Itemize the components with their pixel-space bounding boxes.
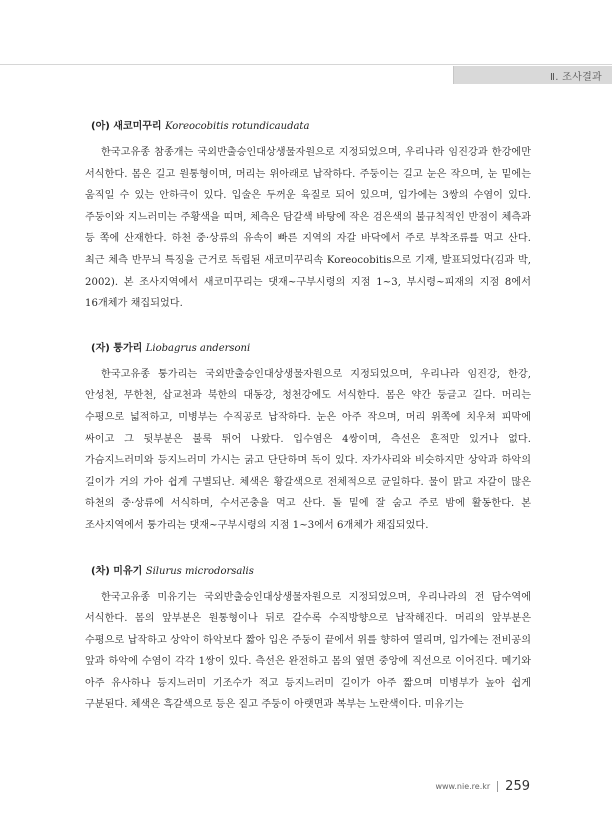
scientific-name: Koreocobitis rotundicaudata: [165, 121, 310, 132]
species-label: (자) 퉁가리: [91, 342, 143, 354]
header-rule: [0, 64, 612, 65]
scientific-name: Liobagrus andersoni: [145, 342, 251, 354]
footer-divider: [497, 781, 498, 792]
page-number: 259: [505, 779, 530, 794]
paragraph-miyugi: 한국고유종 미유기는 국외반출승인대상생물자원으로 지정되었으며, 우리나라의 전 담수역에 서식한다. 몸의 앞부분은 원통형이나 뒤로 갈수록 수직방향으로 납작해진다. 머리의 앞부분은 수평으로 납작하고 상악이 하악보다 짧아 입은 주둥이 끝에서 위를 향하여 열리며, 입가에는 전비공의 앞과 하악에 수염이 각각 1쌍이 있다. 측선은 완전하고 몸의 옆면 중앙에 직선으로 이어진다. 메기와 아주 유사하나 등지느러미 기조수가 적고 등지느러미 길이가 아주 짧으며 미병부가 높아 쉽게 구분된다. 체색은 흑갈색으로 등은 짙고 주둥이 아랫면과 복부는 노란색이다. 미유기는: [85, 591, 531, 711]
paragraph-saekomikkuri: 한국고유종 참종개는 국외반출승인대상생물자원으로 지정되었으며, 우리나라 임진강과 한강에만 서식한다. 몸은 길고 원통형이며, 머리는 위아래로 납작하다. 주둥이는 길고 눈은 작으며, 눈 밑에는 움직일 수 있는 안하극이 있다. 입술은 두꺼운 육질로 되어 있으며, 입가에는 3쌍의 수염이 있다. 주둥이와 지느러미는 주황색을 띠며, 체측은 담갈색 바탕에 작은 검은색의 불규칙적인 반점이 체측과 등 쪽에 산재한다. 하천 중·상류의 유속이 빠른 지역의 자갈 바닥에서 주로 부착조류를 먹고 산다. 최근 체측 반무늬 특징을 근거로 독립된 새코미꾸리속 Koreocobitis으로 기재, 발표되었다(김과 박, 2002). 본 조사지역에서 새코미꾸리는 댓재~구부시령의 지점 1~3, 부시령~피재의 지점 8에서 16개체가 채집되었다.: [85, 147, 531, 310]
scientific-name: Silurus microdorsalis: [145, 565, 254, 577]
page-body: [85, 117, 531, 716]
species-label: (아) 새코미꾸리: [91, 121, 162, 132]
section-title-saekomikkuri: [91, 117, 531, 132]
section-title-miyugi: [91, 562, 531, 577]
running-header: [453, 66, 612, 84]
species-label: (차) 미유기: [91, 565, 143, 577]
section-title-tunggari: [91, 339, 531, 354]
chapter-title: Ⅱ. 조사결과: [549, 72, 602, 83]
footer-url: www.nie.re.kr: [435, 782, 491, 791]
page-footer: [435, 776, 530, 795]
paragraph-tunggari: 한국고유종 퉁가리는 국외반출승인대상생물자원으로 지정되었으며, 우리나라 임진강, 한강, 안성천, 무한천, 삽교천과 북한의 대동강, 청천강에도 서식한다. 몸은 약간 둥글고 길다. 머리는 수평으로 넓적하고, 미병부는 수직공로 납작하다. 눈은 아주 작으며, 머리 위쪽에 치우쳐 피막에 싸이고 그 뒷부분은 불룩 튀어 나왔다. 입수염은 4쌍이며, 측선은 흔적만 있거나 없다. 가슴지느러미와 등지느러미 가시는 굵고 단단하며 독이 있다. 자가사리와 비슷하지만 상악과 하악의 길이가 거의 가아 쉽게 구별되난. 체색은 황갈색으로 전체적으로 균일하다. 물이 맑고 자갈이 많은 하천의 중·상류에 서식하며, 수서곤충을 먹고 산다. 돌 밑에 잘 숨고 주로 밤에 활동한다. 본 조사지역에서 퉁가리는 댓재~구부시령의 지점 1~3에서 6개체가 채집되었다.: [85, 368, 531, 531]
